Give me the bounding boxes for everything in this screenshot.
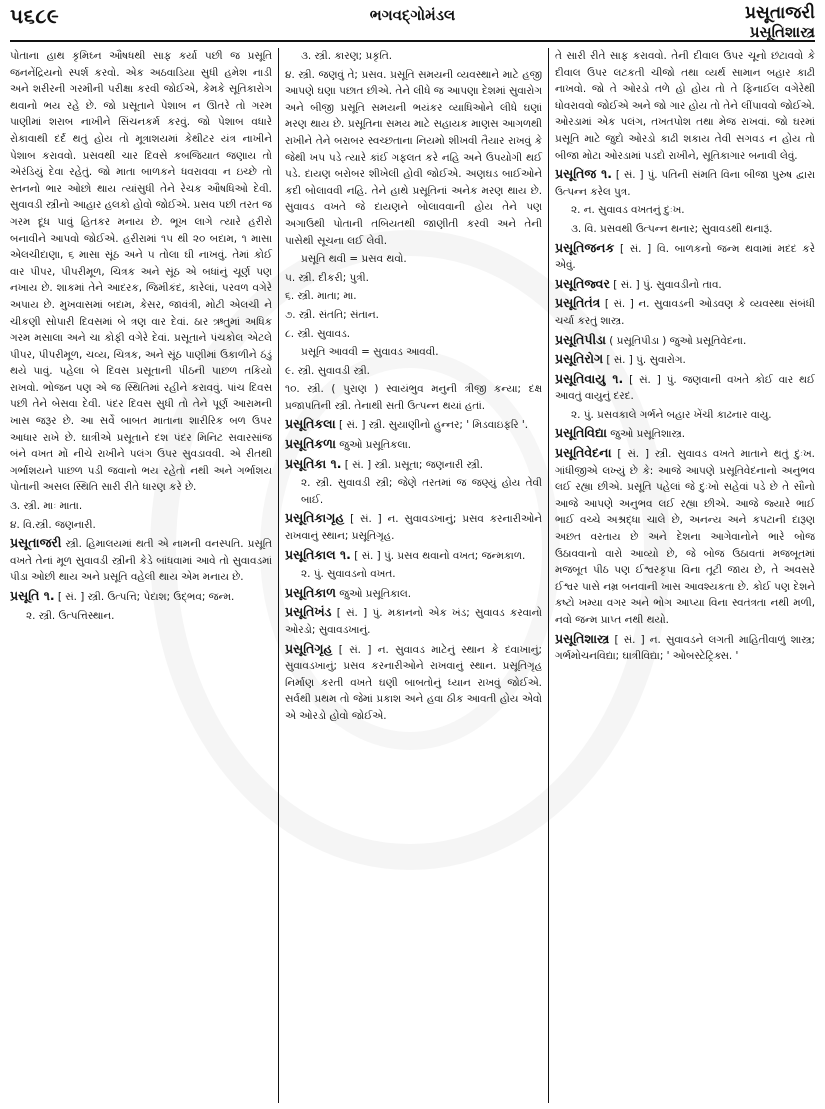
definition-text: સ્ત્રી. હિમાલયમાં થતી એ નામની વનસ્પતિ. પ્રસૂતિ વખતે તેનાં મૂળ સુવાવડી સ્ત્રીની કેડે બાંધવામાં આવે તો સુવાવડમાં પીડા ઓછી થાય અને પ્રસૂતિ વહેલી થાય એમ મનાય છે. bbox=[10, 538, 272, 584]
definition-text: [ સં. ] ન. સુવાવડ માટેનું સ્થાન કે દવાખાનું; સુવાવડખાનું; પ્રસવ કરનારીઓને રાખવાનું સ્થાન. પ્રસૂતિગૃહ નિર્માણ કરતી વખતે ઘણી બાબતોનું ધ્યાન રાખવું જોઈએ. સર્વથી પ્રથમ તો જેમાં પ્રકાશ અને હવા ઠીક આવતી હોય એવો એ ઓરડો હોવો જોઈએ. bbox=[285, 643, 542, 722]
definition-text: ૪. વિ.સ્ત્રી. જણનારી. bbox=[10, 518, 96, 531]
definition-text: ૬. સ્ત્રી. માતા; મા. bbox=[285, 290, 357, 303]
headword: પ્રસૂતિરોગ bbox=[555, 351, 604, 367]
headword: પ્રસૂતિવિદ્યા bbox=[555, 425, 607, 441]
headword: પ્રસૂતિપીડા bbox=[555, 331, 606, 347]
dictionary-entry bbox=[555, 351, 815, 369]
entry-text bbox=[285, 288, 542, 305]
dictionary-entry bbox=[285, 585, 542, 603]
headword: પ્રસૂતિકળા bbox=[285, 436, 336, 452]
definition-text: ૯. સ્ત્રી. સુવાવડી સ્ત્રી. bbox=[285, 364, 370, 377]
entry-text bbox=[285, 566, 542, 583]
definition-text: [ સં. ] ન. સુવાવડને લગતી માહિતીવાળું શાસ્ત્ર; ગર્ભમોચનવિદ્યા; ઘાત્રીવિદ્યા; ' ઓબસ્ટેટ્રિક્સ. ' bbox=[555, 633, 815, 663]
headword: પ્રસૂતિશાસ્ત્ર bbox=[555, 630, 610, 646]
definition-text: જુઓ પ્રસૂતિકલા. bbox=[336, 439, 412, 452]
definition-text: [ સં. ] ન. સુવાવડની ઓડવણ કે વ્યવસ્થા સંબંધી ચર્ચા કરતું શાસ્ત્ર. bbox=[555, 298, 815, 327]
entry-text bbox=[555, 221, 815, 238]
headword: પ્રસૂતિગૃહ bbox=[285, 640, 333, 656]
guide-words bbox=[745, 4, 815, 42]
headword: પ્રસૂતિકાગૃહ bbox=[285, 510, 345, 526]
definition-text: ૨. પું. પ્રસવકાલે ગર્ભને બહાર ખેંચી કાઢનાર વાયુ. bbox=[571, 408, 772, 421]
definition-text: [ સં. ] સ્ત્રી. સુવાવડ વખતે માતાને થતું દુઃખ. ગાંધીજીએ લખ્યું છે કે: આજે આપણે પ્રસૂતિવેદનાનો અનુભવ લઈ રહ્યા છીએ. પ્રસૂતિ પહેલાં જે દુઃખો સહેવાં પડે છે તે સૌનો આજે આપણે અનુભવ લઈ રહ્યા છીએ. આજે જ્યારે ભાઈ ભાઈ વચ્ચે અશ્રદ્ધા ચાલે છે, અનન્ય અને કપટાની દારૂણ અછત વરતાય છે અને દેશના આગેવાનોને ભારે બોજ ઉઠાવવાનો વારો આવ્યો છે, જે બોજ ઉઠાવતાં મજબૂતમાં મજબૂત પીઠ પણ ઈશ્વરકૃપા વિના તૂટી જાય છે, તે અવસરે ઈશ્વર પાસે નમ્ર બનવાની ખાસ આવશ્યકતા છે. કોઈ પણ દેશને કષ્ટો ખમ્યા વગર અને ભોગ આપ્યા વિના સ્વતંત્રતા નથી મળી, નવો જન્મ પ્રાપ્ત નથી થયો. bbox=[555, 448, 815, 626]
entry-text bbox=[285, 381, 542, 414]
headword: પ્રસૂતાજરી bbox=[10, 535, 62, 551]
headword: પ્રસૂતિકાલ ૧. bbox=[285, 546, 351, 562]
headword: પ્રસૂતિકાળ bbox=[285, 584, 336, 600]
dictionary-entry bbox=[555, 332, 815, 350]
entry-text bbox=[10, 498, 272, 515]
definition-text: ૩. સ્ત્રી. કારણ; પ્રકૃતિ. bbox=[301, 50, 393, 62]
definition-text: પ્રસૂતિ થવી = પ્રસવ થવો. bbox=[301, 253, 407, 266]
entry-text bbox=[285, 48, 542, 65]
page-number: ૫૬૮૯ bbox=[10, 4, 60, 28]
guide-word-first: પ્રસૂતાજરી bbox=[745, 3, 815, 23]
definition-text: ૭. સ્ત્રી. સંતતિ; સંતાન. bbox=[285, 308, 379, 321]
dictionary-entry bbox=[285, 547, 542, 565]
column-middle bbox=[278, 48, 548, 1103]
entry-text bbox=[555, 407, 815, 424]
definition-text: [ સં. ] પું. સુવાવડીનો તાવ. bbox=[609, 278, 722, 291]
entry-text bbox=[10, 608, 272, 625]
headword: પ્રસૂતિજનક bbox=[555, 239, 615, 255]
entry-text bbox=[555, 202, 815, 219]
definition-text: ૫. સ્ત્રી. દીકરી; પુત્રી. bbox=[285, 271, 369, 284]
headword: પ્રસૂતિતંત્ર bbox=[555, 295, 601, 311]
entry-text bbox=[10, 48, 272, 496]
column-right bbox=[548, 48, 815, 1103]
headword: પ્રસૂતિજ ૧. bbox=[555, 166, 613, 182]
definition-text: ૨. સ્ત્રી. સુવાવડી સ્ત્રી; જેણે તરતમાં જ જણ્યું હોય તેવી બાઈ. bbox=[301, 477, 542, 506]
dictionary-entry bbox=[555, 371, 815, 405]
dictionary-entry bbox=[285, 436, 542, 454]
headword: પ્રસૂતિજ્વર bbox=[555, 275, 610, 291]
definition-text: પ્રસૂતિ આવવી = સુવાવડ આવવી. bbox=[301, 346, 439, 359]
dictionary-entry bbox=[285, 510, 542, 544]
definition-text: [ સં. ] પું. પ્રસવ થવાનો વખત; જન્મકાળ. bbox=[350, 549, 526, 562]
definition-text: [ સં. ] સ્ત્રી. ઉત્પત્તિ; પેદાશ; ઉદ્ભવ; જન્મ. bbox=[54, 591, 235, 603]
dictionary-entry bbox=[555, 240, 815, 274]
entry-text bbox=[285, 475, 542, 508]
headword: પ્રસૂતિખંડ bbox=[285, 604, 332, 620]
page-header bbox=[10, 4, 815, 52]
definition-text: [ સં. ] સ્ત્રી. પ્રસૂતા; જણનારી સ્ત્રી. bbox=[341, 458, 484, 471]
headword: પ્રસૂતિકલા bbox=[285, 416, 336, 432]
guide-word-last: પ્રસૂતિશાસ્ત્ર bbox=[749, 23, 815, 41]
definition-text: જુઓ પ્રસૂતિકાલ. bbox=[336, 587, 412, 600]
definition-text: ૨. પું. સુવાવડનો વખત. bbox=[301, 568, 396, 581]
definition-text: [ સં. ] પું. મકાનનો એક ખંડ; સુવાવડ કરવાનો ઓરડો; સુવાવડખાનું. bbox=[285, 607, 542, 636]
headword: પ્રસૂતિવાયુ ૧. bbox=[555, 370, 624, 386]
dictionary-entry bbox=[285, 416, 542, 434]
dictionary-entry bbox=[10, 535, 272, 586]
entry-text bbox=[285, 67, 542, 250]
headword: પ્રસૂતિ ૧. bbox=[10, 588, 55, 603]
definition-text: ૪. સ્ત્રી. જણવું તે; પ્રસવ. પ્રસૂતિ સમયની વ્યવસ્થાને માટે હજી આપણે ઘણા પછાત છીએ. તેને લીધે જ આપણા દેશમાં સુવારોગ અને બીજી પ્રસૂતિ સમયની ભયંકર વ્યાધિઓને લીધે ઘણાં મરણ થાય છે. પ્રસૂતિના સમય માટે સહાયક માણસ આગળથી રાખીને તેને બરાબર સ્વચ્છતાના નિયમો શીખવી તૈયાર રાખવું કે જેથી ખપ પડે ત્યારે કાંઈ ગફલત કરે નહિ અને ઉપયોગી થઈ પડે. દાયણ બરોબર શીખેલી હોવી જોઈએ. અણઘડ બાઈઓને કદી બોલાવવી નહિ. તેને હાથે પ્રસૂતિનાં અનેક મરણ થાય છે. સુવાવડ વખતે જે દાયણને બોલાવવાની હોય તેને પણ અગાઉથી પોતાની તબિયતથી જાણીતી કરવી અને તેની પાસેથી સૂચના લઈ લેવી. bbox=[285, 68, 542, 247]
dictionary-entry bbox=[285, 604, 542, 638]
dictionary-entry bbox=[555, 631, 815, 665]
definition-text: ૨. સ્ત્રી. ઉત્પત્તિસ્થાન. bbox=[26, 609, 115, 622]
entry-text bbox=[285, 363, 542, 380]
column-left bbox=[10, 48, 278, 1103]
definition-text: ૩. વિ. પ્રસવથી ઉત્પન્ન થનાર; સુવાવડથી થનારૂં. bbox=[571, 222, 773, 235]
dictionary-entry bbox=[285, 456, 542, 474]
definition-text: [ સં. ] પું. પતિની સંમતિ વિના બીજા પુરુષ દ્વારા ઉત્પન્ન કરેલ પુત્ર. bbox=[555, 169, 815, 198]
headword: પ્રસૂતિકા ૧. bbox=[285, 455, 342, 471]
entry-text bbox=[285, 344, 542, 361]
definition-text: [ સં. ] પું. સુવારોગ. bbox=[603, 354, 686, 367]
entry-text bbox=[555, 48, 815, 164]
definition-text: ૧૦. સ્ત્રી. ( પુરાણ ) સ્વાયંભુવ મનુની ત્રીજી કન્યા; દક્ષ પ્રજાપતિની સ્ત્રી. તેનાથી સતી ઉત્પન્ન થયાં હતાં. bbox=[285, 383, 542, 412]
dictionary-entry bbox=[10, 588, 272, 606]
definition-text: ૮. સ્ત્રી. સુવાવડ. bbox=[285, 327, 351, 340]
columns bbox=[10, 48, 815, 1103]
headword: પ્રસૂતિવેદના bbox=[555, 445, 612, 461]
definition-text: પોતાના હાથ કૃમિઘ્ન ઔષધથી સાફ કર્યા પછી જ પ્રસૂતિ જનનેંદ્રિયનો સ્પર્શ કરવો. એક અઠવાડિયા સુધી હમેશ નાડી અને શરીરની ગરમીની પરીક્ષા કરવી જોઈએ, કેમકે સૂતિકારોગ થવાનો ભય રહે છે. જો પ્રસૂતાને પેશાબ ન ઊતરે તો ગરમ પાણીમાં શરાબ નાખીને સિંચનકર્મ કરવું. જો પેશાબ વધારે રોકાવાથી દર્દ થતું હોય તો મૂત્રાશયમાં કેથીટર યંત્ર નાખીને પેશાબ કરાવવો. પ્રસવથી ચાર દિવસે કબજિયાત જણાય તો એરંડિયું દેવા રહેતું. જો માતા બાળકને ધવરાવવા ન ઇચ્છે તો સ્તનનો ભાર ઓછો થાય ત્યાંસુધી તેને રેચક ઔષધિઓ દેવી. સુવાવડી સ્ત્રીનો આહાર હલકો હોવો જોઈએ. પ્રસવ પછી તરત જ ગરમ દૂધ પાવું હિતકર મનાય છે. ભૂખ લાગે ત્યારે હરીરો બનાવીને આપવો જોઈએ. હરીરામાં ૧૫ થી ૨૦ બદામ, ૧ માસા એલચીદાણા, ૬ માસા સૂંઠ અને ૫ તોલા ઘી નાખવું. તેમાં કોઈ વાર પીપર, પીપરીમૂળ, ચિત્રક અને સૂંઠ એ બધાંનું ચૂર્ણ પણ નખાય છે. શાકમાં તેને આદરક, જિમીકંદ, કારેલાં, પરવળ વગેરે અપાય છે. મુખવાસમાં બદામ, કેસર, જાવંત્રી, મોટી એલચી ને ચીકણી સોપારી દિવસમાં બે ત્રણ વાર દેવાં. ઠાર ઋતુમાં અધિક ગરમ મસાલા અને ચા કોફી વગેરે દેવાં. પ્રસૂતાને પંચકોલ એટલે પીપર, પીપરીમૂળ, ચવ્ય, ચિત્રક, અને સૂંઠ પાણીમાં ઉકાળીને ઠંડું થયે પાવું. પહેલા બે દિવસ પ્રસૂતાની પીઠની પાછળ તકિયો રાખવો. ભોજન પણ એ જ સ્થિતિમાં રહીને કરાવવું. પાંચ દિવસ પછી તેને બેસવા દેવી. પંદર દિવસ સુધી તો તેને પૂર્ણ આરામની ખાસ જરૂર છે. આ સર્વે બાબત માતાના શારીરિક બળ ઉપર આધાર રાખે છે. ઘાત્રીએ પ્રસૂતાને દશ પંદર મિનિટ સવારસાંજ બંને વખત મોં નીચે રાખીને પલંગ ઉપર સુવડાવવી. એ રીતથી ગર્ભાશયને પાછળ પડી જવાનો ભય રહેતો નથી અને ગર્ભાશય પોતાની અસલ સ્થિતિ સારી રીતે ધારણ કરે છે. bbox=[10, 50, 272, 494]
entry-text bbox=[10, 517, 272, 534]
definition-text: [ સં. ] પું. જણવાની વખતે કોઈ વાર થઈ આવતું વાયુનું દરદ. bbox=[555, 373, 815, 403]
dictionary-entry bbox=[555, 166, 815, 200]
entry-text bbox=[285, 326, 542, 343]
dictionary-entry bbox=[555, 295, 815, 329]
definition-text: [ સં. ] સ્ત્રી. સુયાણીનો હુન્નર; ' મિડવાઇફરિ '. bbox=[335, 419, 529, 432]
dictionary-entry bbox=[285, 641, 542, 725]
definition-text: ૨. ન. સુવાવડ વખતનું દુઃખ. bbox=[571, 204, 685, 217]
entry-text bbox=[285, 307, 542, 324]
definition-text: [ સં. ] ન. સુવાવડખાનું; પ્રસવ કરનારીઓને રાખવાનું સ્થાન; પ્રસૂતિગૃહ. bbox=[285, 513, 542, 543]
dictionary-entry bbox=[555, 425, 815, 443]
definition-text: જુઓ પ્રસૂતિશાસ્ત્ર. bbox=[606, 428, 686, 441]
definition-text: ૩. સ્ત્રી. માઃ માતા. bbox=[10, 500, 83, 513]
definition-text: [ સં. ] વિ. બાળકનો જન્મ થવામાં મદદ કરે એવું. bbox=[555, 242, 815, 272]
header-rule bbox=[10, 40, 815, 42]
dictionary-entry bbox=[555, 445, 815, 629]
dictionary-entry bbox=[555, 276, 815, 294]
book-title: ભગવદ્ગોમંડલ bbox=[369, 6, 456, 24]
definition-text: ( પ્રસૂતિપીડા ) જુઓ પ્રસૂતિવેદના. bbox=[605, 334, 747, 347]
entry-text bbox=[285, 251, 542, 268]
definition-text: તે સારી રીતે સાફ કરાવવો. તેની દીવાલ ઉપર ચૂનો છંટાવવો કે દીવાલ ઉપર લટકતી ચીજો તથા વ્યર્થ સામાન બહાર કાઢી નાખવો. જો તે ઓરડો તળે હો હોય તો તે ફિનાઈલ વગેરેથી ધોવરાવવો જોઈએ અને જો ગાર હોય તો તેને લીંપાવવો જોઈએ. ઓરડામાં એક પલંગ, તખતપોશ તથા મેજ રાખવાં. જો ઘરમાં પ્રસૂતિ માટે જુદો ઓરડો કાઢી શકાય તેવી સગવડ ન હોય તો બીજા મોટા ઓરડામાં પડદો રાખીને, સૂતિકાગાર બનાવી લેવું. bbox=[555, 50, 815, 162]
entry-text bbox=[285, 270, 542, 287]
